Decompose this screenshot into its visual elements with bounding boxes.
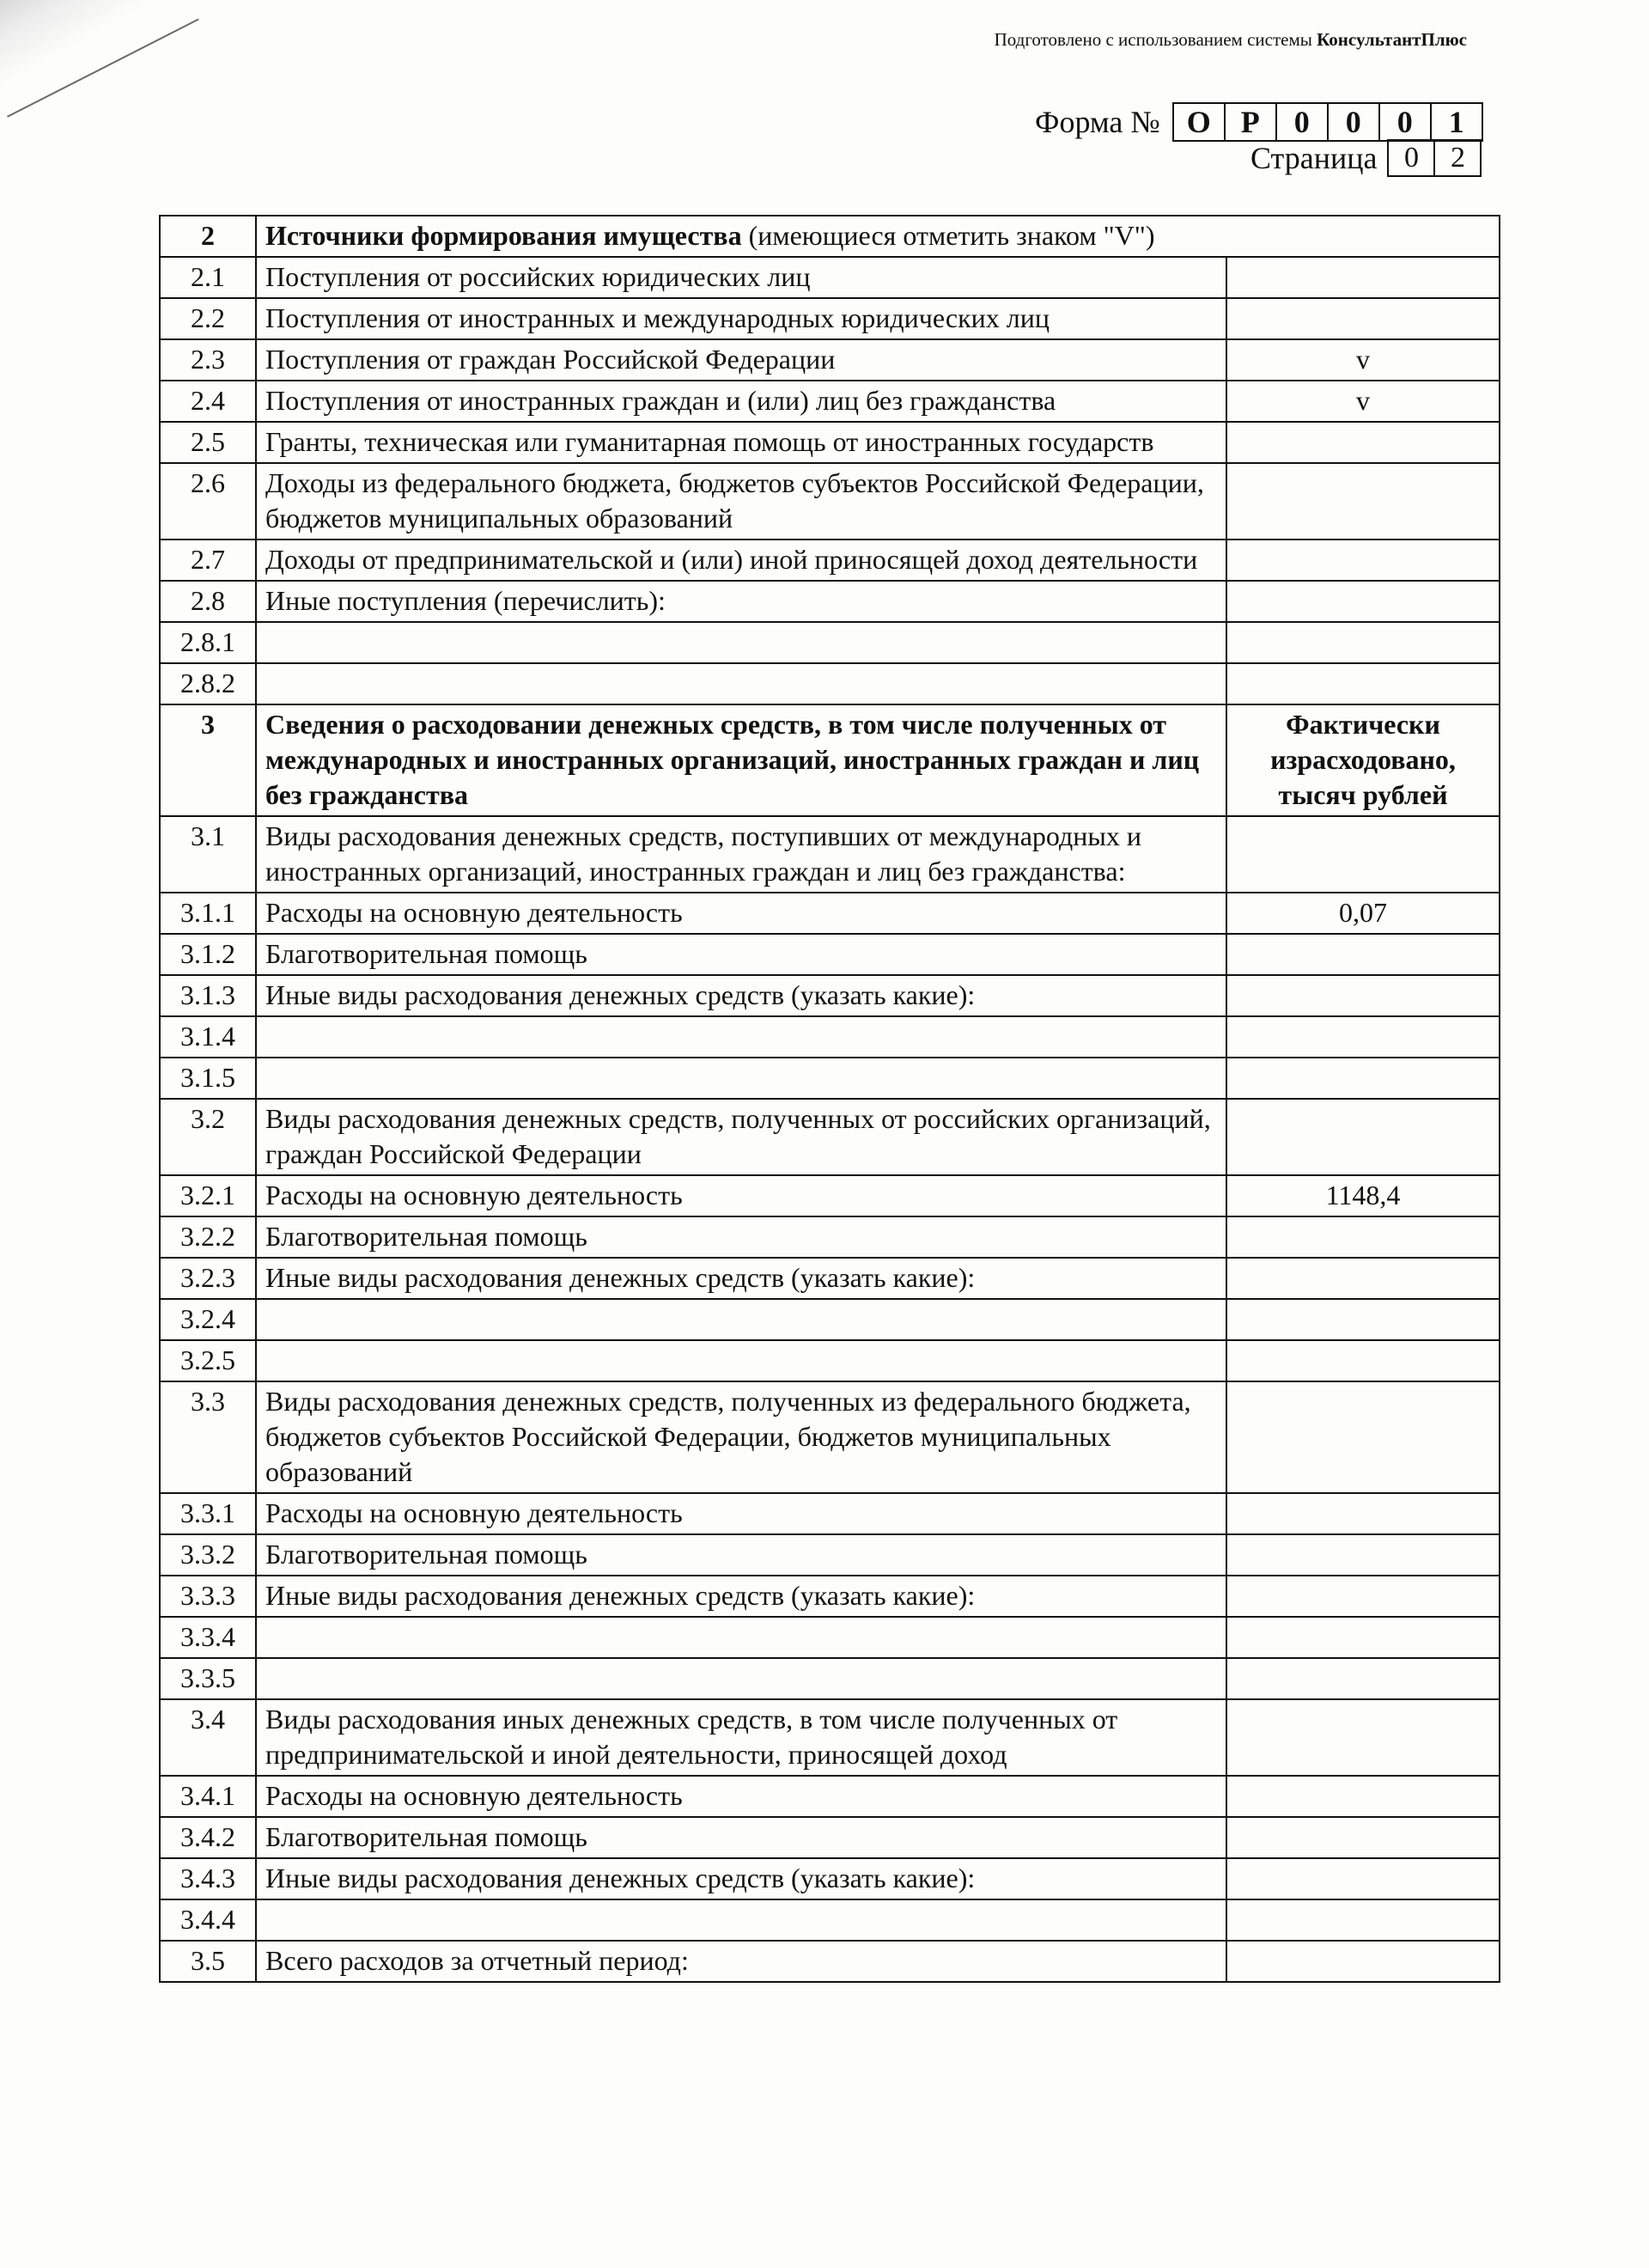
row-description: Расходы на основную деятельность xyxy=(256,1776,1226,1817)
table-row xyxy=(160,1058,1500,1099)
row-number: 3.3 xyxy=(160,1381,256,1493)
row-description: Благотворительная помощь xyxy=(256,1817,1226,1858)
row-number: 3.1.2 xyxy=(160,934,256,975)
row-mark xyxy=(1226,463,1500,540)
page-number xyxy=(1250,139,1482,177)
row-number: 3.1.5 xyxy=(160,1058,256,1099)
row-value xyxy=(1226,934,1500,975)
row-value xyxy=(1226,1340,1500,1381)
section-2-header-row xyxy=(160,216,1500,257)
table-row xyxy=(160,1899,1500,1941)
table-row xyxy=(160,1576,1500,1617)
row-description: Доходы из федерального бюджета, бюджетов субъектов Российской Федерации, бюджетов муниципальных образований xyxy=(256,463,1226,540)
table-row xyxy=(160,1534,1500,1576)
form-code-char: 0 xyxy=(1329,104,1380,140)
row-value xyxy=(1226,1299,1500,1340)
row-number: 3.3.3 xyxy=(160,1576,256,1617)
row-value xyxy=(1226,1941,1500,1982)
row-number: 3.1.1 xyxy=(160,893,256,934)
row-description: Благотворительная помощь xyxy=(256,1534,1226,1576)
form-number-label: Форма № xyxy=(1035,105,1160,139)
page-number-label: Страница xyxy=(1250,141,1378,175)
row-number: 2.2 xyxy=(160,298,256,339)
row-value xyxy=(1226,1576,1500,1617)
row-mark xyxy=(1226,622,1500,663)
table-row xyxy=(160,257,1500,298)
row-number: 2.3 xyxy=(160,339,256,381)
row-value xyxy=(1226,1776,1500,1817)
form-number xyxy=(1035,101,1483,143)
table-row xyxy=(160,1699,1500,1776)
row-description: Поступления от граждан Российской Федерации xyxy=(256,339,1226,381)
row-mark xyxy=(1226,540,1500,581)
row-description: Расходы на основную деятельность xyxy=(256,1175,1226,1216)
row-number: 3.2.2 xyxy=(160,1216,256,1258)
row-value xyxy=(1226,816,1500,893)
section-3-title: Сведения о расходовании денежных средств, в том числе полученных от международных и иностранных организаций, иностранных граждан и лиц без гражданства xyxy=(256,704,1226,816)
table-row xyxy=(160,1340,1500,1381)
page-number-digit: 2 xyxy=(1450,142,1465,174)
row-mark xyxy=(1226,422,1500,463)
row-value xyxy=(1226,1258,1500,1299)
row-description xyxy=(256,663,1226,704)
table-row xyxy=(160,1175,1500,1216)
table-row xyxy=(160,339,1500,381)
row-number: 3.2.4 xyxy=(160,1299,256,1340)
row-value xyxy=(1226,1858,1500,1899)
note-brand: КонсультантПлюс xyxy=(1317,29,1467,50)
row-value xyxy=(1226,1058,1500,1099)
row-description: Иные поступления (перечислить): xyxy=(256,581,1226,622)
row-number: 3.2.1 xyxy=(160,1175,256,1216)
form-code-char: Р xyxy=(1226,104,1277,140)
row-mark xyxy=(1226,581,1500,622)
section-3-number: 3 xyxy=(160,704,256,816)
row-description: Доходы от предпринимательской и (или) иной приносящей доход деятельности xyxy=(256,540,1226,581)
table-row xyxy=(160,540,1500,581)
row-number: 3.4 xyxy=(160,1699,256,1776)
row-number: 3.2 xyxy=(160,1099,256,1175)
table-row xyxy=(160,581,1500,622)
section-2-title-bold: Источники формирования имущества xyxy=(265,220,742,251)
form-code-char: О xyxy=(1174,104,1226,140)
row-mark: v xyxy=(1226,339,1500,381)
table-row xyxy=(160,1941,1500,1982)
row-description xyxy=(256,1016,1226,1058)
row-number: 3.3.4 xyxy=(160,1617,256,1658)
table-row xyxy=(160,1216,1500,1258)
table-row xyxy=(160,1817,1500,1858)
form-code-char: 0 xyxy=(1380,104,1432,140)
row-value: 1148,4 xyxy=(1226,1175,1500,1216)
row-number: 3.2.3 xyxy=(160,1258,256,1299)
row-number: 2.6 xyxy=(160,463,256,540)
row-number: 3.1 xyxy=(160,816,256,893)
row-number: 3.4.4 xyxy=(160,1899,256,1941)
row-value xyxy=(1226,1617,1500,1658)
row-number: 2.1 xyxy=(160,257,256,298)
row-mark xyxy=(1226,298,1500,339)
table-row xyxy=(160,934,1500,975)
row-description: Виды расходования денежных средств, полученных от российских организаций, граждан Российской Федерации xyxy=(256,1099,1226,1175)
row-number: 3.3.2 xyxy=(160,1534,256,1576)
row-number: 3.4.2 xyxy=(160,1817,256,1858)
row-number: 3.5 xyxy=(160,1941,256,1982)
row-description: Виды расходования денежных средств, полученных из федерального бюджета, бюджетов субъектов Российской Федерации, бюджетов муниципальных образований xyxy=(256,1381,1226,1493)
table-row xyxy=(160,1776,1500,1817)
row-value xyxy=(1226,1493,1500,1534)
row-description: Виды расходования иных денежных средств, в том числе полученных от предпринимательской и иной деятельности, приносящей доход xyxy=(256,1699,1226,1776)
section-2-number: 2 xyxy=(160,216,256,257)
row-number: 3.2.5 xyxy=(160,1340,256,1381)
row-description xyxy=(256,1899,1226,1941)
row-number: 2.5 xyxy=(160,422,256,463)
row-value xyxy=(1226,1381,1500,1493)
table-row xyxy=(160,463,1500,540)
row-description: Благотворительная помощь xyxy=(256,1216,1226,1258)
row-value xyxy=(1226,1658,1500,1699)
row-description: Расходы на основную деятельность xyxy=(256,1493,1226,1534)
row-description: Виды расходования денежных средств, поступивших от международных и иностранных организаций, иностранных граждан и лиц без гражданства: xyxy=(256,816,1226,893)
table-row xyxy=(160,816,1500,893)
report-table xyxy=(159,215,1500,1983)
table-row xyxy=(160,381,1500,422)
row-description: Иные виды расходования денежных средств (указать какие): xyxy=(256,975,1226,1016)
row-mark xyxy=(1226,663,1500,704)
table-row xyxy=(160,1381,1500,1493)
row-description xyxy=(256,1058,1226,1099)
row-description xyxy=(256,1299,1226,1340)
row-number: 2.8 xyxy=(160,581,256,622)
form-code-char: 0 xyxy=(1277,104,1329,140)
row-description: Расходы на основную деятельность xyxy=(256,893,1226,934)
row-description xyxy=(256,622,1226,663)
page-number-boxes xyxy=(1387,139,1482,177)
row-value xyxy=(1226,1817,1500,1858)
row-description: Гранты, техническая или гуманитарная помощь от иностранных государств xyxy=(256,422,1226,463)
consultant-plus-note xyxy=(995,29,1467,51)
row-mark xyxy=(1226,257,1500,298)
table-row xyxy=(160,663,1500,704)
row-value xyxy=(1226,1899,1500,1941)
row-description: Иные виды расходования денежных средств (указать какие): xyxy=(256,1858,1226,1899)
row-number: 3.1.4 xyxy=(160,1016,256,1058)
table-row xyxy=(160,422,1500,463)
row-number: 2.8.1 xyxy=(160,622,256,663)
row-value xyxy=(1226,1099,1500,1175)
form-code-char: 1 xyxy=(1448,105,1464,139)
row-description xyxy=(256,1340,1226,1381)
row-value xyxy=(1226,975,1500,1016)
row-description: Благотворительная помощь xyxy=(256,934,1226,975)
row-value xyxy=(1226,1016,1500,1058)
row-number: 3.1.3 xyxy=(160,975,256,1016)
page-number-digit: 0 xyxy=(1389,141,1435,175)
table-row xyxy=(160,1617,1500,1658)
row-description: Иные виды расходования денежных средств (указать какие): xyxy=(256,1258,1226,1299)
row-value xyxy=(1226,1534,1500,1576)
section-2-title xyxy=(256,216,1500,257)
row-description: Всего расходов за отчетный период: xyxy=(256,1941,1226,1982)
table-row xyxy=(160,893,1500,934)
row-number: 3.3.5 xyxy=(160,1658,256,1699)
table-row xyxy=(160,298,1500,339)
row-description xyxy=(256,1658,1226,1699)
row-value xyxy=(1226,1216,1500,1258)
row-description: Поступления от иностранных граждан и (или) лиц без гражданства xyxy=(256,381,1226,422)
row-number: 3.4.3 xyxy=(160,1858,256,1899)
table-row xyxy=(160,622,1500,663)
table-row xyxy=(160,1299,1500,1340)
table-row xyxy=(160,1493,1500,1534)
row-number: 2.8.2 xyxy=(160,663,256,704)
row-description xyxy=(256,1617,1226,1658)
section-3-header-row xyxy=(160,704,1500,816)
table-row xyxy=(160,1858,1500,1899)
row-number: 2.7 xyxy=(160,540,256,581)
section-2-title-note: (имеющиеся отметить знаком "V") xyxy=(748,220,1155,251)
table-row xyxy=(160,1016,1500,1058)
value-column-header: Фактически израсходовано, тысяч рублей xyxy=(1226,704,1500,816)
row-number: 3.4.1 xyxy=(160,1776,256,1817)
table-row xyxy=(160,1099,1500,1175)
row-description: Поступления от российских юридических лиц xyxy=(256,257,1226,298)
note-prefix: Подготовлено с использованием системы xyxy=(994,29,1312,50)
row-number: 2.4 xyxy=(160,381,256,422)
row-description: Иные виды расходования денежных средств (указать какие): xyxy=(256,1576,1226,1617)
row-mark: v xyxy=(1226,381,1500,422)
table-row xyxy=(160,975,1500,1016)
table-row xyxy=(160,1258,1500,1299)
row-value: 0,07 xyxy=(1226,893,1500,934)
row-number: 3.3.1 xyxy=(160,1493,256,1534)
row-description: Поступления от иностранных и международных юридических лиц xyxy=(256,298,1226,339)
row-value xyxy=(1226,1699,1500,1776)
table-row xyxy=(160,1658,1500,1699)
form-code-boxes xyxy=(1172,102,1483,142)
